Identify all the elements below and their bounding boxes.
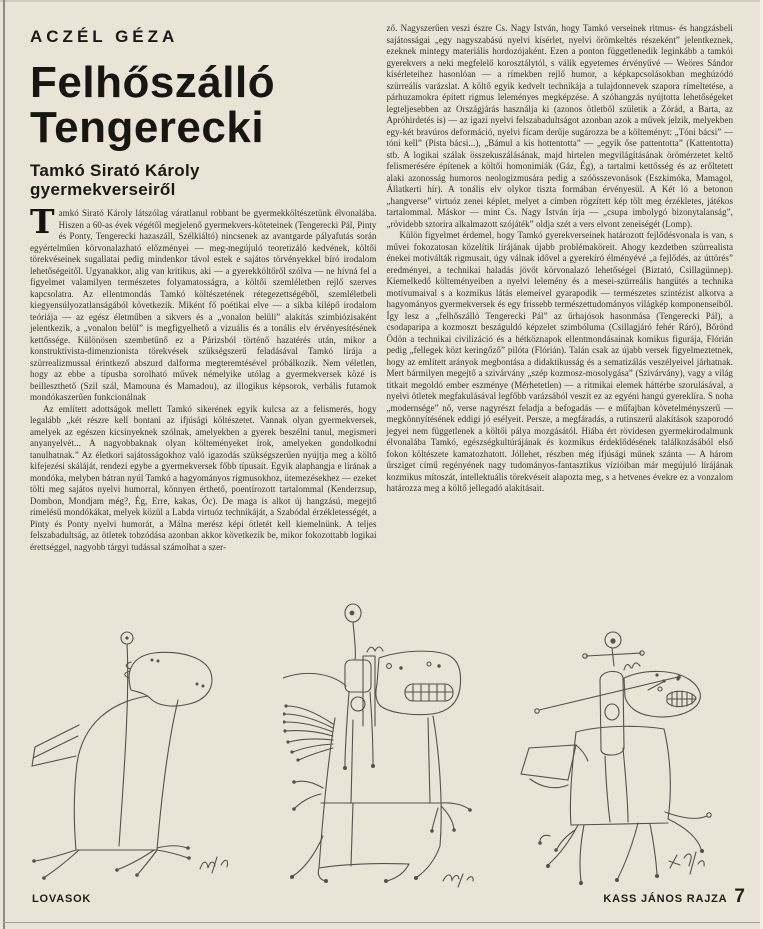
paragraph-1 — [30, 202, 377, 404]
drop-cap: T — [30, 202, 55, 241]
credit-text: KASS JÁNOS RAJZA — [603, 893, 728, 905]
scan-edge-bottom — [3, 922, 763, 924]
article-content — [30, 20, 733, 553]
subtitle-line-1: Tamkó Sirató Károly — [30, 161, 200, 180]
page-number: 7 — [734, 886, 745, 907]
illustration-credit — [603, 886, 745, 908]
article-title — [30, 60, 377, 150]
title-line-1: Felhőszálló — [30, 58, 276, 107]
paragraph-1-text: amkó Sirató Károly látszólag váratlanul robbant be gyermekköltészetünk élvonalába. Hiszen a 60-as évek végétől megjelenő gyermekvers-köteteinek (Tengerecki Pál, Pinty és Ponty, Tengerecki hazaszáll, Szélkiáltó) nincsenek az avantgarde pályafutás során egyértelműen körvonalazható előzményei — meg-megújuló teoretizáló kedvének, költői törekvéseinek sugallatai pedig mindenkor távol estek e sajátos törvényekkel bíró irodalom lehetőségeitől. Ugyanakkor, alig van kritikus, aki — a gyerekköltőről szólva — ne hívná fel a figyelmet valamilyen természetes folyamatosságra, a költői szemléletben rejlő szerves kapcsolatra. Az ellentmondás Tamkó költészetének rétegezettségéből, szemléletbeli kiegyensúlyozatlanságából következik. Miként fő poétikai elve — a síkba kilépő irodalom teóriája — az egész életműben a sikvers és a „vonalon belüli” alakítás szimbiózisaként jelentkezik, a „vonalon belül” is megfigyelhető a vizuális és a tonális elv érvényesítésének kettőssége. Különösen szembetűnő ez a Párizsból történő hazatérés után, mikor a konstruktivista-dimenzionista törekvések szükségszerű feladásával Tamkó lírája a szürrealizmussal érintkező abszurd dalforma megteremtésével próbálkozik. Nem véletlen, hogy az ebbe a típusba sorolható művek némelyike utólag a gyermekversek közé is beilleszthető (Szil szál, Mamouna és Mamadou), az illogikus képsorok, verbális futamok mondókaszerűen funkcionálnak — [30, 208, 377, 402]
page-footer — [32, 886, 745, 908]
horse-rider-drawing-1 — [30, 598, 280, 890]
article-subtitle — [30, 161, 377, 199]
paragraph-3: ző. Nagyszerűen veszi észre Cs. Nagy István, hogy Tamkó verseinek ritmus- és hangzásbeli sajátosságai „egy nagyszabású nyelvi kísérlet, nyelvi örömkeltés részeként” jelentkeznek, ezeknek mintegy materiális hordozójaként. Ezen a ponton függetlenedik leginkább a tamkói gyerekvers a neki megfelelő korosztálytól, s válik egyetemes érvényűvé — Weöres Sándor kísérleteihez hasonlóan — a rímekben rejlő humor, a képkapcsolásokban meghúzódó szürreális varázslat. A költő egyik kedvelt technikája a tulajdonnevek szapora rímeltetése, a párhuzamokra épített rigmus leleményes megképzése. A szóhangzás nyújtotta lehetőségeket legteljesebben az Országjárás használja ki (azonos ötletből születik a Zórád, a Barta, az Apróhirdetés is) — az igazi nyelvi felszabadultságot azonban azok a művek jelzik, melyekben egy-két bravúros deformáció, nyelvi ficam derűje sugározza be a költeményt: „Tóni bácsi” — tóni kell” (Pista bácsi...), „Bámul a kis hottentotta” — „egyik őse pattentotta” (Kattentotta) stb. A logikai szálak összekuszálásának, majd hirtelen megvilágításának örömérzetet keltő felismerésére építenek a költői homonimiák (Gáz, Ég), a tartalmi kettősség és az erőltetett alaki azonosság humoros neologizmusára pedig a szóösszevonások (Eszkimóka, Mamagol, Állatkerti hír). A tonális elv olykor tiszta formában érvényesül. A Két ló a betonon „hangverse” virtuóz zenei képlet, melyet a címben rögzített kép tölt meg érzékletes, játékos tartalommal. Máskor — mint Cs. Nagy István írja — „csupa imbolygó bizonytalanság”, „rövidebb sztorira alkalmazott szójáték” oldja szét a vers elvont zeneiségét (Lomp). — [386, 23, 733, 229]
scan-edge-left — [3, 0, 5, 929]
figure-caption-left: LOVASOK — [32, 893, 92, 905]
left-column — [30, 20, 377, 553]
artist-signature-1 — [200, 857, 228, 873]
paragraph-4: Külön figyelmet érdemel, hogy Tamkó gyerekverseinek határozott fejlődésvonala is van, s művei fokozatosan közelítik lírájának újabb problémaköreit. Ahogy kezdetben szürrealista énekei motiválták rigmusait, úgy válnak idővel a gyerekíró élményévé „a fejlődés, az úttörés” eredményei, a technikai haladás jövőt körvonalazó lehetőségei (Biztató, Csillagünnep). Kiemelkedő költeményeiben a nyelvi lelemény és a mesei-szürreális hangütés a technika motívumaival s a kozmikus látás elemeivel gyarapodik — természetes szintézist alkotva a hagyományos gyermekversek és egy frissebb természettudományos világkép komponenseiből. Így lesz a „felhőszálló Tengerecki Pál” az űrhajósok hasonmása (Tengerecki Pál), a csodaparipa a kozmoszt beszáguldó képzelet szimbóluma (Csillagjáró fehér Ráró), Bőrönd Ödön a technikai civilizáció és a hétköznapok ellentmondásainak komikus figurája, Flórián pedig „fellegek közt keringőző” pilóta (Flórián). Talán csak az újabb versek figyelmeztetnek, hogy az említett arányok megbontása a didaktikusság és a sematizálás veszélyeivel járhatnak. Mert bármilyen megejtő a szivárvány „szép kozmosz-mosolygása” (Szivárvány), vagy a világ titkait megoldó ember eszménye (Mérhetetlen) — a ritmikai elemek háttérbe szorulásával, a nyelvi ötletek megfakulásával legfőbb varázsából veszít ez az egyéni hangú gyereklíra. S noha „modernsége” nő, verse nagyrészt feladja a befogadás — e műfajban követelményszerű — megkönnyítésének eddigi jó esélyeit. Persze, a megfáradás, a rutinszerű alakítások szaporodó jegyei nem függetlenek a költői pálya mozgásától. Hiába ért rövidesen gyermekirodalmunk élvonalába Tamkó, egészségkultúrájának és kozmikus érdeklődésének találkozásából első fokon költészete kamatozhatott. Jóllehet, részben még ifjúsági műnek szánta — A három űrsziget című regényének nagy tudományos-fantasztikus vízióiban már megújuló lírájának kozmikus mítoszát, intellektuális törekvéseit alapozta meg, s a hetvenes évekre ez a vonzalom határozza meg a költő jellegadó alakításait. — [386, 230, 733, 493]
horse-rider-drawing-2 — [283, 598, 523, 890]
artist-signature-3 — [669, 852, 704, 874]
subtitle-line-2: gyermekverseiről — [30, 180, 176, 199]
author-name: ACZÉL GÉZA — [30, 27, 179, 46]
horse-rider-drawing-3 — [520, 598, 763, 890]
scan-edge-top — [0, 0, 763, 2]
title-line-2: Tengerecki — [30, 103, 265, 152]
two-column-layout — [30, 20, 733, 553]
paragraph-2: Az említett adottságok mellett Tamkó sikerének egyik kulcsa az a felismerés, hogy legalább „két részre kell bontani az ifjúsági költészetet. Vannak olyan gyermekversek, amelyek az egészen kicsinyeknek szólnak, amelyekben a gyerek beszélni tanul, megismeri anyanyelvét... A nagyobbaknak olyan költeményeket írok, amelyeken gondolkodni tanulhatnak.” Az életkori sajátosságokhoz való igazodás szükségszerűen nyújtja meg a költő kifejezési skáláját, rendezi egybe a gyermekversek főbb típusait. Egyik alaphangja e lírának a mondóka, melyben bátran nyúl Tamkó a hagyományos rigmusokhoz, ütemezésekhez — ezeket tölti meg sajátos nyelvi humorral, könnyen érthető, poentírozott tartalommal (Kenderzsup, Dombon, Mondjam még?, Ég, Erre, kakas, Óc). De maga is alkot új hangzású, megejtő rímelésű mondókákat, melyek közül a Labda virtuóz technikáját, a Szabódal érzékletességét, a Pinty és Ponty nyelvi humorát, a Málna merész képi ötletét kell kiemelnünk. A teljes felszabadultság, az ötletek tobzódása azonban akkor következik be, mikor fokozottabb logikai érettséggel, nagyobb tárgyi tudással számolhat a szer- — [30, 403, 377, 552]
right-column — [387, 20, 734, 553]
